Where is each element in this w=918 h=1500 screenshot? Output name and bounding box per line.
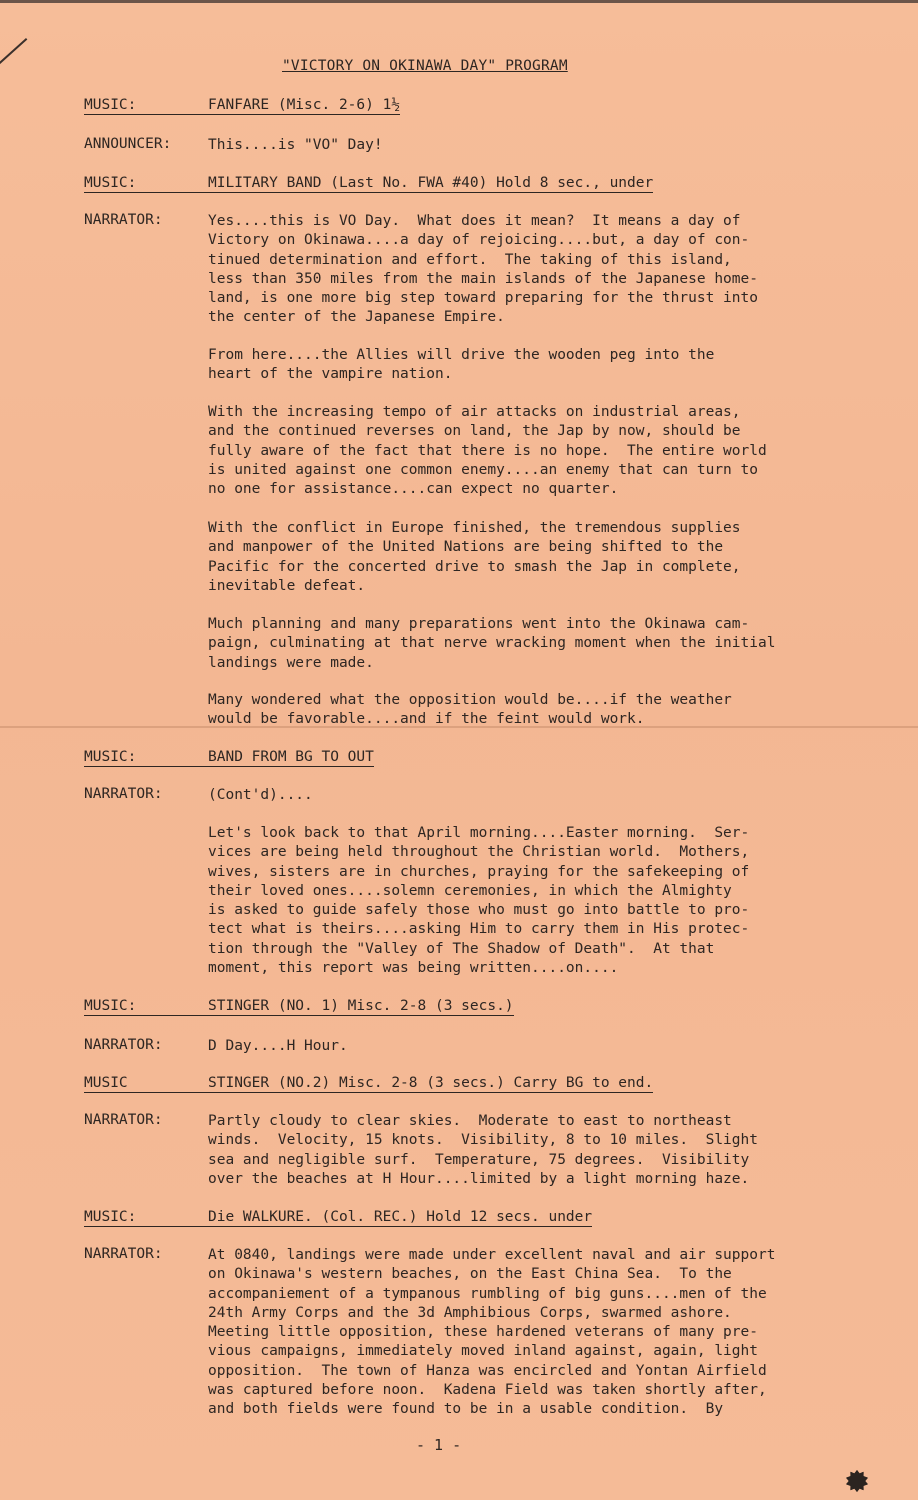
narrator-paragraph-6: Many wondered what the opposition would be....if the weather would be favorable....and if the feint would work. <box>208 692 732 728</box>
speaker-label-narrator: NARRATOR: <box>84 1112 163 1128</box>
music-cue-fanfare <box>84 96 400 115</box>
announcer-line: This....is "VO" Day! <box>208 137 383 153</box>
speaker-label-narrator: NARRATOR: <box>84 1037 163 1053</box>
cue-text: MILITARY BAND (Last No. FWA #40) Hold 8 sec., under <box>208 175 654 191</box>
pencil-check-mark <box>0 38 27 74</box>
speaker-label-announcer: ANNOUNCER: <box>84 136 172 152</box>
cue-label: MUSIC <box>84 1075 128 1091</box>
cue-text: BAND FROM BG TO OUT <box>208 749 374 765</box>
narrator-paragraph-1: Yes....this is VO Day. What does it mean? It means a day of Victory on Okinawa....a day of rejoicing....but, a day of con- tinued determination and effort. The taking of this island, less than 350 miles from the main islands of the Japanese home- land, is one more big step toward preparing for the thrust into the center of the Japanese Empire. <box>208 213 758 326</box>
cue-text: FANFARE (Misc. 2-6) 1½ <box>208 97 401 113</box>
narrator-contd: (Cont'd).... <box>208 787 313 803</box>
cue-text: Die WALKURE. (Col. REC.) Hold 12 secs. under <box>208 1209 593 1225</box>
speaker-label-narrator: NARRATOR: <box>84 212 163 228</box>
cue-label: MUSIC: <box>84 175 137 191</box>
cue-label: MUSIC: <box>84 1209 137 1225</box>
narrator-paragraph-5: Much planning and many preparations went into the Okinawa cam- paign, culminating at that nerve wracking moment when the initial landings were made. <box>208 616 776 671</box>
music-cue-stinger-2 <box>84 1074 653 1093</box>
narrator-weather: Partly cloudy to clear skies. Moderate to east to northeast winds. Velocity, 15 knots. Visibility, 8 to 10 miles. Slight sea and negligible surf. Temperature, 75 degrees. Visibility over the beaches at H Hour....limited by a light morning haze. <box>208 1113 758 1187</box>
music-cue-military-band <box>84 174 653 193</box>
program-title: "VICTORY ON OKINAWA DAY" PROGRAM <box>282 58 568 74</box>
speaker-label-narrator: NARRATOR: <box>84 786 163 802</box>
narrator-paragraph-2: From here....the Allies will drive the wooden peg into the heart of the vampire nation. <box>208 347 715 383</box>
narrator-landings: At 0840, landings were made under excellent naval and air support on Okinawa's western beaches, on the East China Sea. To the accompaniement of a tympanous rumbling of big guns....men of the 24th Army Corps and the 3d Amphibious Corps, swarmed ashore. Meeting little opposition, these hardened veterans of many pre- vious campaigns, immediately moved inland against, again, light opposition. The town of Hanza was encircled and Yontan Airfield was captured before noon. Kadena Field was taken shortly after, and both fields were found to be in a usable condition. By <box>208 1247 776 1418</box>
cue-label: MUSIC: <box>84 998 137 1014</box>
music-cue-band-out <box>84 748 374 767</box>
narrator-paragraph-4: With the conflict in Europe finished, the tremendous supplies and manpower of the United Nations are being shifted to the Pacific for the concerted drive to smash the Jap in complete, inevitable defeat. <box>208 520 741 594</box>
narrator-d-day: D Day....H Hour. <box>208 1038 348 1054</box>
cue-label: MUSIC: <box>84 97 137 113</box>
page-number: - 1 - <box>416 1436 462 1454</box>
narrator-paragraph-3: With the increasing tempo of air attacks on industrial areas, and the continued reverses on land, the Jap by now, should be fully aware of the fact that there is no hope. The entire world is united against one common enemy....an enemy that can turn to no one for assistance....can expect no quarter. <box>208 404 767 498</box>
music-cue-stinger-1 <box>84 997 514 1016</box>
cue-text: STINGER (NO.2) Misc. 2-8 (3 secs.) Carry BG to end. <box>208 1075 654 1091</box>
speaker-label-narrator: NARRATOR: <box>84 1246 163 1262</box>
ink-blot-mark <box>846 1470 868 1492</box>
cue-label: MUSIC: <box>84 749 137 765</box>
top-edge-shadow <box>0 0 918 3</box>
cue-text: STINGER (NO. 1) Misc. 2-8 (3 secs.) <box>208 998 514 1014</box>
narrator-paragraph-7: Let's look back to that April morning....Easter morning. Ser- vices are being held throughout the Christian world. Mothers, wives, sisters are in churches, praying for the safekeeping of their loved ones....solemn ceremonies, in which the Almighty is asked to guide safely those who must go into battle to pro- tect what is theirs....asking Him to carry them in His protec- tion through the "Valley of The Shadow of Death". At that moment, this report was being written....on.... <box>208 825 750 977</box>
music-cue-die-walkure <box>84 1208 592 1227</box>
